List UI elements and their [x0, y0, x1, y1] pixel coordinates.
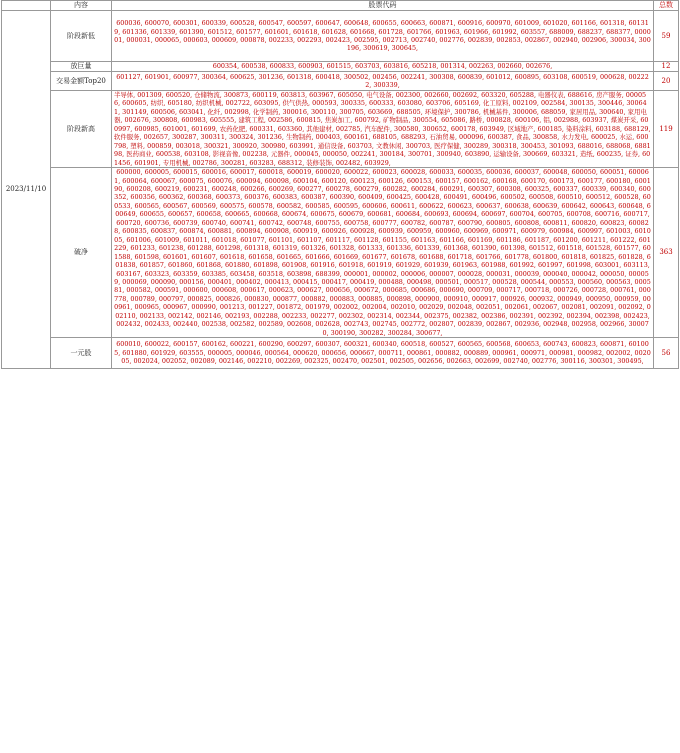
sector-line: 家居用品, 300640, [569, 107, 626, 116]
sector-line: 证券, 601456, 601901, [114, 150, 651, 167]
sector-line: 房产服务, 000056, 600605, [114, 91, 647, 108]
header-date [2, 1, 51, 11]
header-row [2, 1, 679, 11]
codes-new-low: 600036, 600070, 600301, 600339, 600528, 600547, 600597, 600647, 600648, 600655, 600663, 600871, 600916, 600970, 601009, 601020, 601166, 601318, 601319, 601336, 601339, 601390, 601512, 601577, 601601, 601618, 601628, 601668, 601728, 601766, 601963, 601966, 601992, 603557, 688009, 688237, 688377, 000001, 000031, 000065, 000603, 000609, 000878, 002233, 002293, 002423, 002595, 002713, 002740, 002776, 002839, 002853, 002867, 002940, 002906, 300034, 300196, 300619, 300645, [112, 11, 654, 62]
sector-line: 仓储物流, 300873, 600119, 603813, 603967, 605050, [194, 91, 365, 99]
row-new-high [2, 91, 679, 168]
sector-line: 供气供热, 000593, 300335, 600333, 603080, 603706, 605169, [282, 99, 481, 108]
sector-line: 农药化肥, 600331, 603360, [219, 124, 305, 133]
sector-line: 文教休闲, 300703, [376, 141, 433, 150]
date-cell: 2023/11/10 [2, 11, 51, 369]
sector-line: 水运, 600798, [114, 133, 649, 150]
sector-line: 元器件, 000045, 000050, 002241, 300184, 300701, 300940, 603890, [270, 150, 492, 159]
sector-line: 装修装饰, 002482, 603929, [306, 158, 391, 167]
sector-line: 造纸, 600235, [579, 150, 624, 159]
sector-line: 电器仪表, 688616, [538, 91, 595, 99]
sector-line: 医疗保健, 300289, 300318, 300453, 301093, 688016, 688068, 688198, [114, 141, 651, 159]
sector-line: 建筑工程, 002586, 600815, [238, 116, 323, 125]
sector-line: 家用电器, 002676, 300808, 600983, 605555, [114, 107, 647, 125]
sector-line: 生物制药, 000403, 600161, 688105, 688293, [285, 133, 428, 142]
kind-penny: 一元股 [51, 338, 112, 369]
row-huge-volume [2, 62, 679, 72]
header-codes: 股票代码 [112, 1, 654, 11]
sector-line: 机械基件, 300006, 688059, [482, 107, 568, 116]
row-below-book [2, 168, 679, 338]
kind-new-high: 阶段新高 [51, 91, 112, 168]
sector-line: 路桥, 000828, 600106, [469, 116, 542, 125]
codes-huge-volume: 600354, 600538, 600833, 600903, 601515, 603703, 603816, 605218, 001314, 002263, 002660, 002676, [112, 62, 654, 72]
kind-huge-volume: 放巨量 [51, 62, 112, 72]
row-penny [2, 338, 679, 369]
sector-line: 半导体, 001309, 600520, [114, 91, 193, 99]
codes-top20: 601127, 601901, 600977, 300364, 600625, 301236, 601318, 600418, 300502, 002456, 002241, 300308, 600839, 601012, 600895, 603108, 600519, 000628, 002222, 300339, [112, 72, 654, 91]
sector-line: 煤炭开采, 600997, 600985, 601001, 601699, [114, 116, 649, 133]
row-new-low [2, 11, 679, 62]
sector-line: 水力发电, 600025, [561, 133, 618, 142]
sector-line: 电气设备, 002300, 002660, 002692, 603320, 605288, [366, 91, 536, 99]
total-top20: 20 [654, 72, 679, 91]
sector-line: 纺织机械, 002722, 603095, [195, 99, 281, 108]
codes-below-book: 600000, 600005, 600015, 600016, 600017, 600018, 600019, 600020, 600022, 600023, 600028, 600033, 600035, 600036, 600037, 600048, 600050, 600051, 600061, 600064, 600067, 600075, 600076, 600094, 600098, 600104, 600120, 600123, 600126, 600153, 600157, 600162, 600168, 600170, 600173, 600177, 600180, 600190, 600208, 600219, 600231, 600248, 600266, 600269, 600277, 600278, 600279, 600282, 600284, 600291, 600307, 600308, 600325, 600337, 600339, 600340, 600352, 600356, 600362, 600368, 600373, 600376, 600383, 600387, 600390, 600409, 600425, 600428, 600491, 600496, 600502, 600508, 600510, 600512, 600528, 600533, 600565, 600567, 600569, 600575, 600578, 600582, 600585, 600595, 600606, 600611, 600622, 600623, 600637, 600638, 600639, 600642, 600643, 600648, 600649, 600655, 600657, 600658, 600665, 600668, 600674, 600675, 600679, 600681, 600684, 600693, 600694, 600697, 600704, 600705, 600708, 600716, 600717, 600720, 600736, 600739, 600740, 600741, 600742, 600748, 600755, 600758, 600777, 600782, 600787, 600790, 600805, 600808, 600811, 600820, 600823, 600828, 600835, 600837, 600874, 600881, 600894, 600908, 600919, 600926, 600928, 600939, 600959, 600960, 600969, 600971, 600979, 600984, 600997, 601003, 601005, 601006, 601009, 601011, 601018, 601077, 601101, 601107, 601117, 601128, 601155, 601163, 601166, 601169, 601186, 601187, 601200, 601211, 601222, 601229, 601233, 601238, 601288, 601298, 601318, 601319, 601326, 601328, 601333, 601336, 601339, 601368, 601390, 601398, 601512, 601518, 601528, 601577, 601588, 601598, 601601, 601607, 601618, 601658, 601665, 601666, 601669, 601677, 601678, 601688, 601718, 601766, 601778, 601800, 601818, 601825, 601828, 601838, 601857, 601860, 601868, 601880, 601898, 601908, 601916, 601918, 601919, 601929, 601939, 601963, 601988, 601992, 601997, 601998, 603001, 603113, 603167, 603323, 603359, 603385, 603458, 603518, 603898, 688399, 000001, 000002, 000006, 000007, 000028, 000031, 000039, 000040, 000042, 000050, 000059, 000069, 000090, 000156, 000401, 000402, 000413, 000415, 000417, 000419, 000488, 000498, 000501, 000517, 000528, 000544, 000553, 000560, 000563, 000581, 000582, 000591, 000600, 000608, 000617, 000623, 000627, 000656, 000672, 000685, 000686, 000690, 000709, 000717, 000718, 000726, 000728, 000761, 000778, 000789, 000797, 000825, 000826, 000830, 000877, 000882, 000883, 000885, 000898, 000900, 000910, 000917, 000926, 000932, 000949, 000950, 000959, 000961, 000965, 000967, 000990, 001213, 001227, 001872, 001979, 002002, 002004, 002010, 002029, 002048, 002051, 002061, 002067, 002081, 002091, 002092, 002110, 002133, 002142, 002146, 002193, 002288, 002233, 002277, 002302, 002314, 002344, 002375, 002382, 002386, 002391, 002392, 002394, 002398, 002423, 002432, 002433, 002440, 002538, 002582, 002589, 002608, 002628, 002743, 002745, 002772, 002807, 002839, 002867, 002936, 002948, 002958, 002966, 300070, 300190, 300282, 300284, 300677, [112, 168, 654, 338]
sector-line: 环境保护, 300786, [424, 107, 481, 116]
kind-below-book: 破净 [51, 168, 112, 338]
sector-line: 矿物制品, 300554, 605086, [382, 116, 468, 125]
sector-line: 纺织, 605180, [150, 99, 194, 108]
sector-line: 石油贸易, 000096, 600387, [429, 133, 514, 142]
sector-line: 专用机械, 002786, 300281, 603283, 688312, [162, 158, 305, 167]
header-total: 总数 [654, 1, 679, 11]
sector-line: 区域地产, 600185, [507, 124, 564, 133]
sector-line: 运输设备, 300669, 603321, [493, 150, 578, 159]
total-new-low: 59 [654, 11, 679, 62]
sector-line: 塑料, 000859, 003018, 300321, 300920, 300980, 603991, [130, 141, 316, 150]
total-penny: 56 [654, 338, 679, 369]
codes-new-high [112, 91, 654, 168]
sector-line: 汽车配件, 300580, 300652, 600178, 603949, [364, 124, 506, 133]
sector-line: 医药商业, 600538, 603108, [126, 150, 211, 159]
sector-line: 影视音像, 002238, [212, 150, 269, 159]
sector-line: 染料涂料, 603188, 688129, [565, 124, 651, 133]
total-new-high: 119 [654, 91, 679, 168]
sector-line: 其他建材, 002785, [306, 124, 363, 133]
sector-line: 化学制药, 300016, 300110, 300705, 603669, 688505, [252, 107, 423, 116]
sector-line: 化纤, 002998, [207, 107, 251, 116]
codes-penny: 600010, 600022, 600157, 600162, 600221, 600290, 600297, 600307, 600321, 600340, 600518, 600527, 600565, 600568, 600653, 600743, 600823, 600871, 601005, 601880, 601929, 603555, 000005, 000046, 000564, 000620, 000656, 000667, 000711, 000861, 000882, 000889, 000961, 000971, 000981, 000982, 002002, 002005, 002024, 002052, 002089, 002146, 002210, 002269, 002325, 002470, 002501, 002505, 002656, 002663, 002699, 002740, 002776, 300116, 300301, 300495, [112, 338, 654, 369]
kind-new-low: 阶段新低 [51, 11, 112, 62]
sector-line: 焦炭加工, 600792, [324, 116, 381, 125]
sector-line: 食品, 300858, [515, 133, 560, 142]
total-huge-volume: 12 [654, 62, 679, 72]
row-top20 [2, 72, 679, 91]
sector-line: 铝, 002988, 603937, [543, 116, 609, 125]
sector-line: 通信设备, 603703, [317, 141, 374, 150]
sector-line: 软件服务, 002657, 300287, 300311, 300324, 301236, [114, 133, 284, 142]
stock-table [1, 0, 679, 369]
kind-top20: 交易金额Top20 [51, 72, 112, 91]
sector-line: 化工原料, 002109, 002584, 300135, 300446, 300641, 301149, 600506, 603041, [114, 99, 647, 116]
total-below-book: 363 [654, 168, 679, 338]
header-kind: 内容 [51, 1, 112, 11]
